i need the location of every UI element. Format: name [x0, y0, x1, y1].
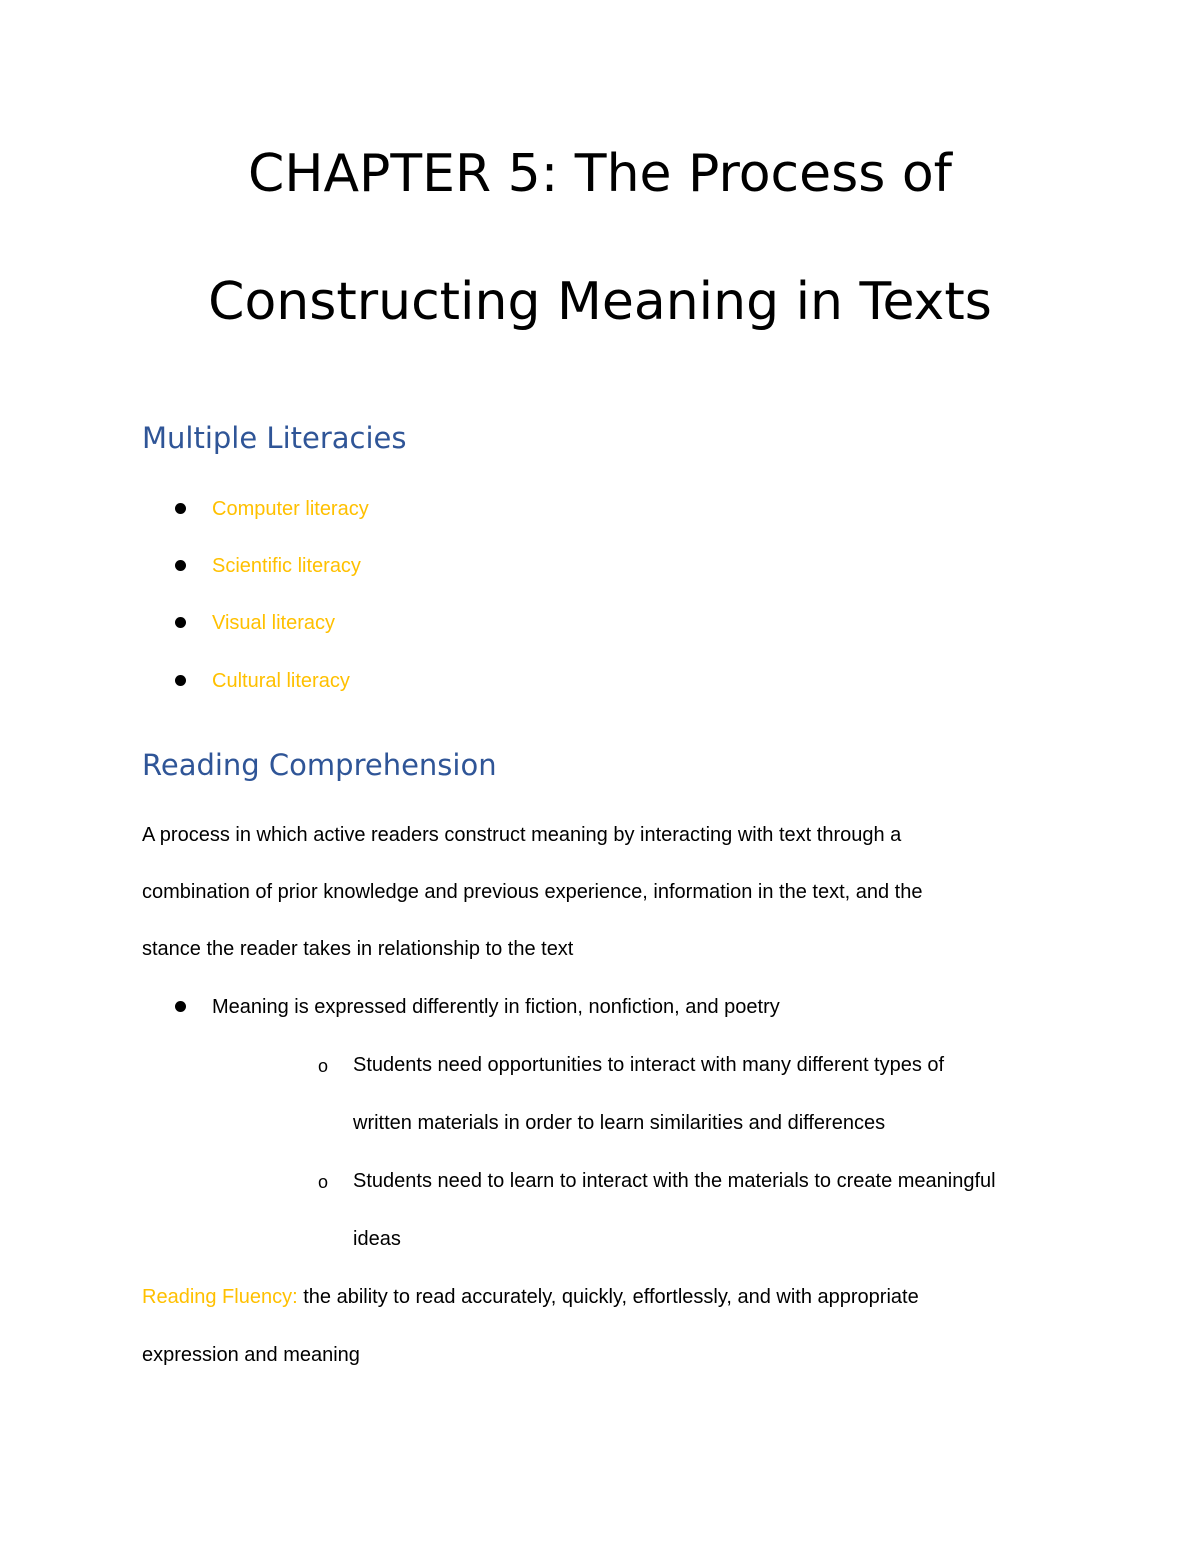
literacy-item-visual: Visual literacy	[212, 612, 336, 634]
reading-fluency-definition: the ability to read accurately, quickly, effortlessly, and with appropriate	[297, 1286, 919, 1308]
comprehension-definition-line-2: combination of prior knowledge and previous experience, information in the text, and the	[142, 881, 923, 903]
list-item	[0, 608, 1200, 638]
comprehension-definition-line-1: A process in which active readers construct meaning by interacting with text through a	[142, 824, 902, 846]
page-title-line-1: CHAPTER 5: The Process of	[248, 144, 952, 204]
bullet-icon	[175, 560, 186, 571]
bullet-icon	[175, 503, 186, 514]
literacy-item-cultural: Cultural literacy	[212, 670, 350, 692]
literacy-item-scientific: Scientific literacy	[212, 555, 361, 577]
heading-multiple-literacies: Multiple Literacies	[142, 421, 407, 455]
sub-item-1-line-1: Students need opportunities to interact with many different types of	[353, 1054, 945, 1076]
bullet-icon	[175, 1001, 186, 1012]
sub-bullet-marker: o	[318, 1172, 329, 1192]
comprehension-definition-line-3: stance the reader takes in relationship to the text	[142, 938, 574, 960]
reading-fluency-line-2: expression and meaning	[142, 1344, 360, 1366]
sub-item-2-line-1: Students need to learn to interact with the materials to create meaningful	[353, 1170, 996, 1192]
heading-reading-comprehension: Reading Comprehension	[142, 748, 497, 782]
list-item	[0, 494, 1200, 524]
meaning-bullet: Meaning is expressed differently in fiction, nonfiction, and poetry	[212, 996, 780, 1018]
bullet-icon	[175, 617, 186, 628]
sub-item-2-line-2: ideas	[353, 1228, 401, 1250]
list-item	[0, 551, 1200, 581]
literacy-item-computer: Computer literacy	[212, 498, 369, 520]
list-item	[0, 992, 1200, 1022]
bullet-icon	[175, 675, 186, 686]
list-item	[0, 666, 1200, 696]
page-title-line-2: Constructing Meaning in Texts	[208, 272, 992, 332]
reading-fluency-term: Reading Fluency:	[142, 1286, 298, 1308]
sub-bullet-marker: o	[318, 1056, 329, 1076]
reading-fluency-line-1	[142, 1282, 919, 1312]
sub-item-1-line-2: written materials in order to learn similarities and differences	[353, 1112, 886, 1134]
